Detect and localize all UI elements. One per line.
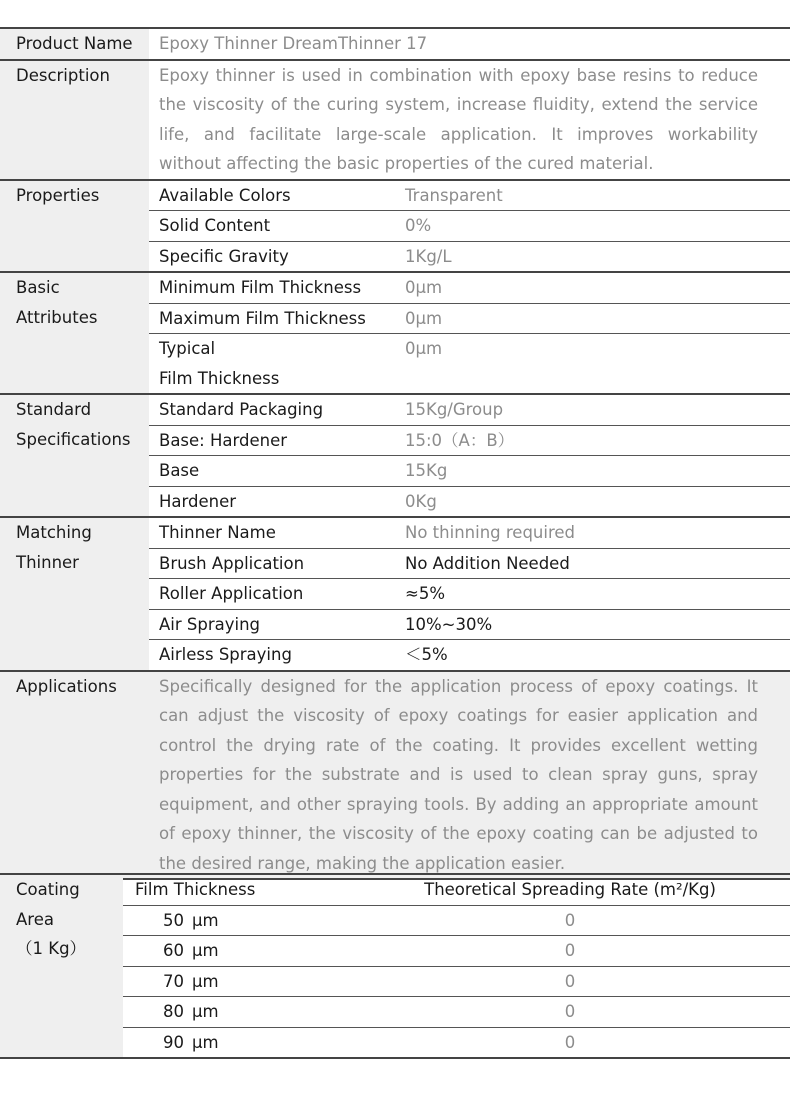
thickness-unit: μm: [192, 910, 219, 930]
film-thickness-value: [123, 936, 380, 967]
basic-attributes-label-line2: Attributes: [16, 307, 98, 327]
spreading-rate-table: [123, 875, 790, 1057]
thinner-key: Air Spraying: [149, 609, 405, 640]
applications-row: [0, 671, 790, 880]
properties-cell: [149, 180, 790, 273]
basic-attributes-table: [149, 273, 790, 393]
coating-area-row: [0, 874, 790, 1058]
product-name-row: [0, 28, 790, 60]
thickness-number: 90: [163, 1032, 184, 1052]
matching-thinner-table: [149, 518, 790, 670]
attribute-value: 0μm: [405, 303, 790, 334]
matching-thinner-label: [0, 517, 149, 671]
matching-thinner-label-line2: Thinner: [16, 552, 79, 572]
spreading-rate-value: 0: [380, 997, 790, 1028]
thickness-number: 60: [163, 941, 184, 960]
spreading-rate-row: [123, 936, 790, 967]
coating-area-label-line3: （1 Kg）: [16, 939, 87, 958]
thinner-value: ≈5%: [405, 579, 790, 610]
standard-specifications-table: [149, 395, 790, 516]
thickness-number: 80: [163, 1002, 184, 1021]
spreading-rate-row: [123, 997, 790, 1028]
film-thickness-header: Film Thickness: [135, 880, 256, 899]
spec-row: [149, 456, 790, 487]
standard-specifications-row: [0, 394, 790, 517]
product-name-label: Product Name: [0, 28, 149, 60]
thinner-row: [149, 640, 790, 670]
film-thickness-value: [123, 966, 380, 997]
coating-area-label-line1: Coating: [16, 880, 80, 899]
thinner-value: 10%~30%: [405, 609, 790, 640]
thickness-number: 50: [163, 910, 184, 930]
spec-value: 15Kg: [405, 456, 790, 487]
attribute-value: 0μm: [405, 278, 443, 297]
property-value: 1Kg/L: [405, 241, 790, 271]
property-key: Available Colors: [159, 185, 291, 205]
description-text: Epoxy thinner is used in combination with epoxy base resins to reduce the viscosity of the curing system, increase fluidity, extend the service life, and facilitate large-scale application. It improves workability without affecting the basic properties of the cured material.: [149, 60, 790, 180]
thinner-row: [149, 518, 790, 548]
matching-thinner-cell: [149, 517, 790, 671]
spreading-rate-header: [123, 875, 790, 905]
spec-value: 15Kg/Group: [405, 400, 504, 419]
spec-key: Hardener: [149, 486, 405, 516]
description-row: [0, 60, 790, 180]
spreading-rate-header-label: Theoretical Spreading Rate (m²/Kg): [424, 880, 716, 899]
property-row: [149, 241, 790, 271]
spec-key: Base: Hardener: [149, 425, 405, 456]
spec-value: 0Kg: [405, 486, 790, 516]
thinner-row: [149, 609, 790, 640]
spreading-rate-row: [123, 966, 790, 997]
spreading-rate-row: [123, 1027, 790, 1057]
property-value: Transparent: [405, 185, 503, 205]
attribute-key-line1: Typical: [159, 339, 216, 358]
film-thickness-value: [123, 905, 380, 936]
thinner-key: Thinner Name: [159, 523, 276, 542]
thinner-key: Roller Application: [149, 579, 405, 610]
thinner-value: ＜5%: [405, 640, 790, 670]
matching-thinner-row: [0, 517, 790, 671]
basic-attributes-label-line1: Basic: [16, 278, 60, 297]
attribute-row: [149, 334, 790, 394]
coating-area-label-line2: Area: [16, 909, 54, 929]
thinner-key: Brush Application: [149, 548, 405, 579]
thickness-number: 70: [163, 971, 184, 991]
coating-area-table: [0, 873, 790, 1059]
film-thickness-value: [123, 997, 380, 1028]
standard-specifications-label: [0, 394, 149, 517]
applications-text: Specifically designed for the application process of epoxy coatings. It can adjust the viscosity of epoxy coatings for easier application and control the drying rate of the coating. It provides excellent wetting properties for the substrate and is used to clean spray guns, spray equipment, and other spraying tools. By adding an appropriate amount of epoxy thinner, the viscosity of the epoxy coating can be adjusted to the desired range, making the application easier.: [149, 671, 790, 880]
product-name-value: Epoxy Thinner DreamThinner 17: [149, 28, 790, 60]
spec-row: [149, 425, 790, 456]
matching-thinner-label-line1: Matching: [16, 523, 92, 542]
attribute-row: [149, 273, 790, 303]
attribute-key: Maximum Film Thickness: [149, 303, 405, 334]
thinner-row: [149, 548, 790, 579]
spec-row: [149, 395, 790, 425]
basic-attributes-label: [0, 272, 149, 394]
spec-value: 15:0（A：B）: [405, 425, 790, 456]
thinner-key: Airless Spraying: [149, 640, 405, 670]
attribute-key-line2: Film Thickness: [159, 368, 280, 388]
standard-specifications-label-line1: Standard: [16, 400, 92, 419]
coating-area-cell: [123, 874, 790, 1058]
properties-row: [0, 180, 790, 273]
standard-specifications-cell: [149, 394, 790, 517]
spreading-rate-row: [123, 905, 790, 936]
attribute-key: [149, 334, 405, 394]
spreading-rate-value: 0: [380, 936, 790, 967]
spec-row: [149, 486, 790, 516]
thickness-unit: μm: [192, 1002, 219, 1021]
film-thickness-value: [123, 1027, 380, 1057]
property-row: [149, 181, 790, 211]
property-key: Solid Content: [149, 211, 405, 242]
spreading-rate-value: 0: [380, 1027, 790, 1057]
property-value: 0%: [405, 211, 790, 242]
standard-specifications-label-line2: Specifications: [16, 429, 131, 449]
basic-attributes-row: [0, 272, 790, 394]
spreading-rate-value: 0: [380, 905, 790, 936]
property-key: Specific Gravity: [149, 241, 405, 271]
spec-key: Standard Packaging: [159, 400, 324, 419]
property-row: [149, 211, 790, 242]
properties-label: Properties: [0, 180, 149, 273]
basic-attributes-cell: [149, 272, 790, 394]
properties-table: [149, 181, 790, 272]
thickness-unit: μm: [192, 1032, 219, 1052]
thinner-row: [149, 579, 790, 610]
thickness-unit: μm: [192, 941, 219, 960]
spec-key: Base: [149, 456, 405, 487]
product-spec-table: [0, 27, 790, 880]
description-label: Description: [0, 60, 149, 180]
thickness-unit: μm: [192, 971, 219, 991]
applications-label: Applications: [0, 671, 149, 880]
thinner-value: No Addition Needed: [405, 548, 790, 579]
attribute-row: [149, 303, 790, 334]
coating-area-label: [0, 874, 123, 1058]
thinner-value: No thinning required: [405, 523, 576, 542]
spreading-rate-value: 0: [380, 966, 790, 997]
attribute-value: 0μm: [405, 334, 790, 394]
attribute-key: Minimum Film Thickness: [159, 278, 362, 297]
